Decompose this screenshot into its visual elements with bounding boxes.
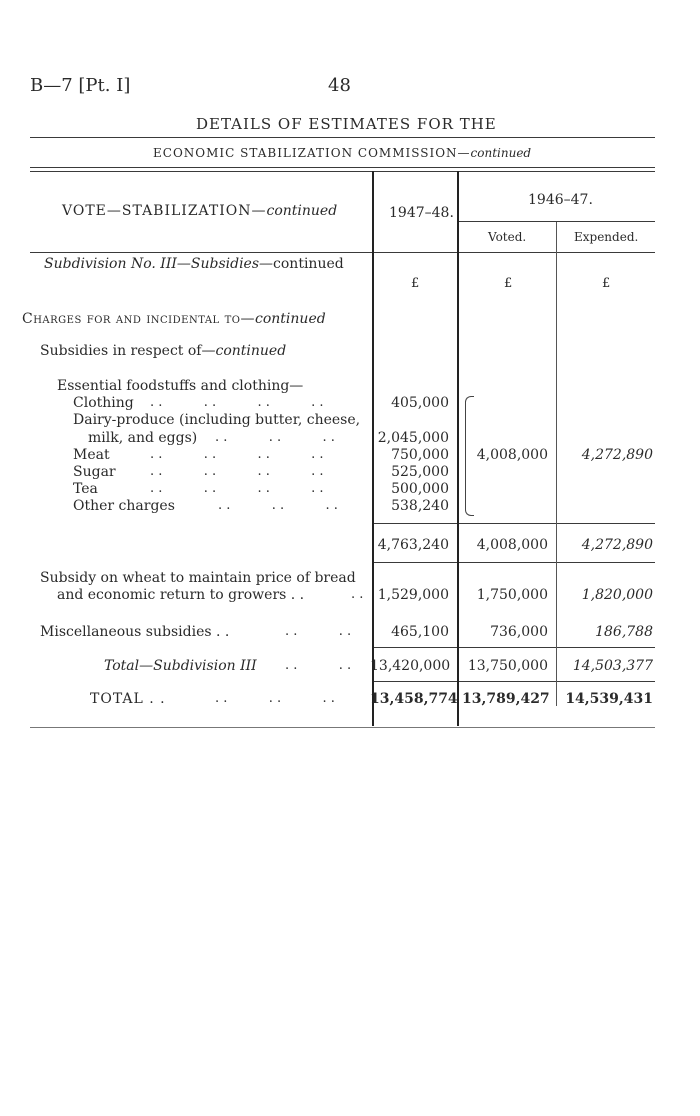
item-label-milk: milk, and eggs) xyxy=(88,430,198,446)
charges-heading xyxy=(22,311,326,327)
item-value-tea: 500,000 xyxy=(391,481,449,497)
subtotal-expended: 4,272,890 xyxy=(581,537,653,553)
column-rule-right xyxy=(556,222,557,706)
group-voted: 4,008,000 xyxy=(476,447,548,463)
header-bottom-rule xyxy=(30,252,655,253)
subdivision-suffix: continued xyxy=(273,256,344,272)
charges-heading-italic: continued xyxy=(255,311,326,327)
column-heading-voted: Voted. xyxy=(488,230,527,244)
item-label-tea: Tea xyxy=(73,481,98,497)
document-title: DETAILS OF ESTIMATES FOR THE xyxy=(196,115,497,133)
wheat-1947: 1,529,000 xyxy=(377,587,449,603)
item-label-sugar: Sugar xyxy=(73,464,116,480)
grand-total-1947: 13,458,774 xyxy=(370,691,458,707)
item-value-other: 538,240 xyxy=(391,498,449,514)
page-ref: B—7 [Pt. I] xyxy=(30,75,131,96)
item-dots-meat: . . . . . . . . xyxy=(150,447,324,462)
item-value-meat: 750,000 xyxy=(391,447,449,463)
misc-1947: 465,100 xyxy=(391,624,449,640)
grand-total-label: TOTAL . . xyxy=(90,691,166,707)
table-bottom-rule xyxy=(30,727,655,728)
total-sub-expended: 14,503,377 xyxy=(572,658,653,674)
item-label-other: Other charges xyxy=(73,498,175,514)
total-sub-bottom-rule xyxy=(372,681,655,682)
total-sub-top-rule xyxy=(372,647,655,648)
subtitle-rule xyxy=(30,167,655,168)
subtotal-1947: 4,763,240 xyxy=(377,537,449,553)
item-dots-other: . . . . . . xyxy=(218,498,338,513)
subtotal-bottom-rule xyxy=(372,562,655,563)
subdivision-heading xyxy=(44,256,344,272)
vote-heading xyxy=(62,203,337,219)
essential-heading: Essential foodstuffs and clothing— xyxy=(57,378,304,394)
wheat-label-line1: Subsidy on wheat to maintain price of bread xyxy=(40,570,356,586)
grand-total-dots: . . . . . . xyxy=(215,691,335,706)
grand-total-expended: 14,539,431 xyxy=(565,691,653,707)
wheat-label-line2: and economic return to growers . . xyxy=(57,587,305,603)
item-dots-milk: . . . . . . xyxy=(215,430,335,445)
table-top-rule xyxy=(30,171,655,172)
subtitle-italic: continued xyxy=(470,146,532,160)
title-rule xyxy=(30,137,655,138)
item-value-sugar: 525,000 xyxy=(391,464,449,480)
currency-voted: £ xyxy=(504,276,513,291)
subtitle-main: ECONOMIC STABILIZATION COMMISSION— xyxy=(153,146,471,160)
subsidies-heading-main: Subsidies in respect of— xyxy=(40,343,216,359)
misc-dots: . . . . xyxy=(285,624,352,639)
column-heading-expended: Expended. xyxy=(574,230,639,244)
currency-expended: £ xyxy=(602,276,611,291)
total-sub-voted: 13,750,000 xyxy=(467,658,548,674)
total-sub-1947: 13,420,000 xyxy=(370,658,451,674)
item-value-clothing: 405,000 xyxy=(391,395,449,411)
item-dots-tea: . . . . . . . . xyxy=(150,481,324,496)
document-subtitle xyxy=(153,146,531,160)
charges-heading-main: Charges for and incidental to— xyxy=(22,311,256,327)
column-heading-1947: 1947–48. xyxy=(389,205,454,221)
grand-total-voted: 13,789,427 xyxy=(462,691,550,707)
column-rule-middle xyxy=(457,171,459,726)
column-heading-1946: 1946–47. xyxy=(528,192,593,208)
group-expended: 4,272,890 xyxy=(581,447,653,463)
vote-heading-main: VOTE—STABILIZATION— xyxy=(62,203,267,219)
subdivision-italic: Subdivision No. III—Subsidies— xyxy=(44,256,274,272)
misc-expended: 186,788 xyxy=(595,624,653,640)
column-rule-left xyxy=(372,171,374,726)
total-sub-dots: . . . . xyxy=(285,658,352,673)
wheat-voted: 1,750,000 xyxy=(476,587,548,603)
item-label-clothing: Clothing xyxy=(73,395,134,411)
item-dots-sugar: . . . . . . . . xyxy=(150,464,324,479)
item-label-dairy: Dairy-produce (including butter, cheese, xyxy=(73,412,361,428)
misc-label: Miscellaneous subsidies . . xyxy=(40,624,230,640)
vote-heading-italic: continued xyxy=(266,203,338,219)
total-sub-label: Total—Subdivision III xyxy=(104,658,257,674)
item-label-meat: Meat xyxy=(73,447,110,463)
wheat-expended: 1,820,000 xyxy=(581,587,653,603)
subtotal-voted: 4,008,000 xyxy=(476,537,548,553)
misc-voted: 736,000 xyxy=(490,624,548,640)
item-value-milk: 2,045,000 xyxy=(377,430,449,446)
page-number: 48 xyxy=(328,75,351,96)
subtotal-top-rule xyxy=(372,523,655,524)
subsidies-heading xyxy=(40,343,286,359)
item-dots-clothing: . . . . . . . . xyxy=(150,395,324,410)
wheat-dots: . . xyxy=(351,587,364,602)
currency-1947: £ xyxy=(411,276,420,291)
subsidies-heading-italic: continued xyxy=(215,343,287,359)
